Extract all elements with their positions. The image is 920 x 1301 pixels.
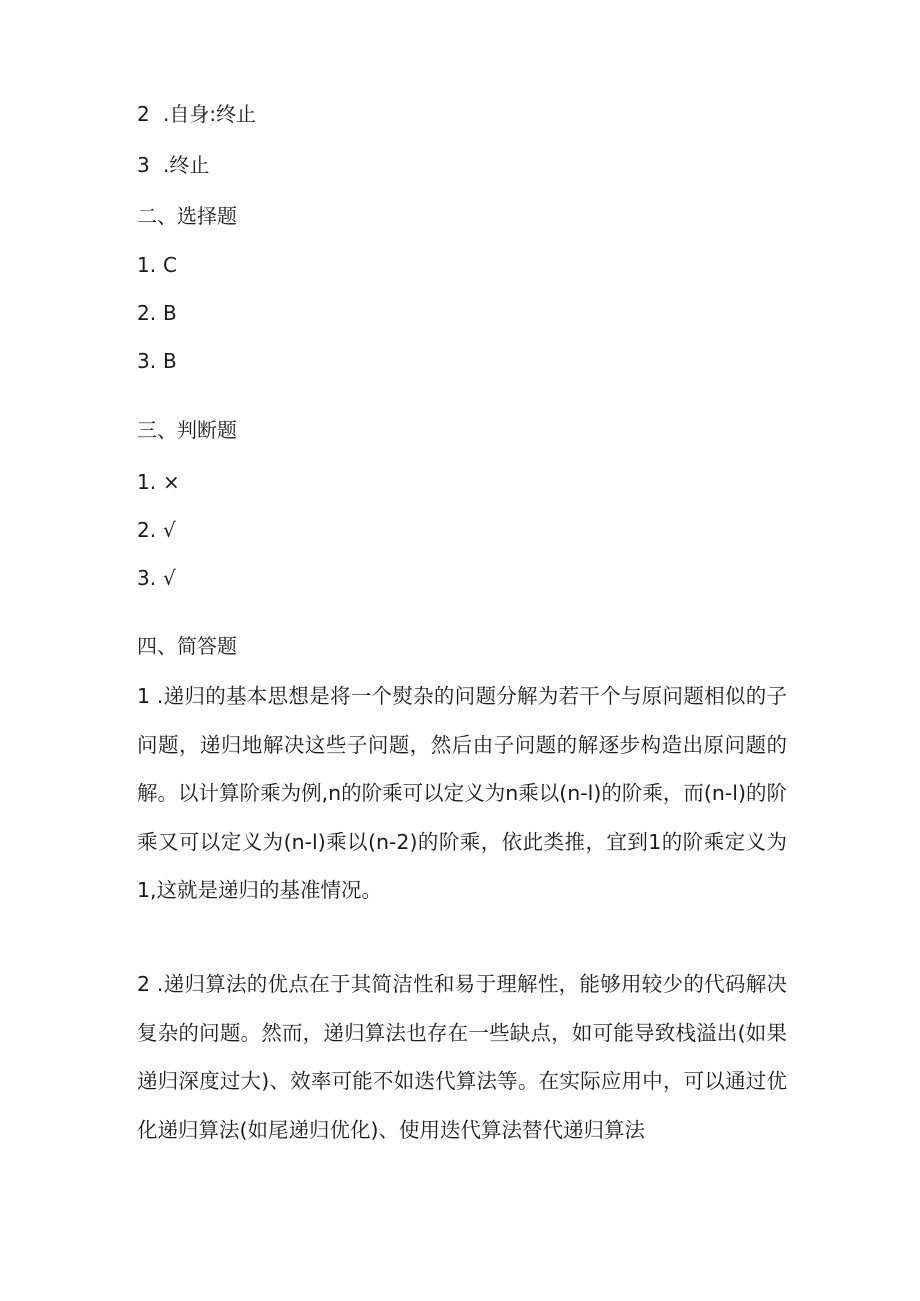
choice-heading: 二、选择题 (137, 204, 237, 228)
item-answer: B (163, 301, 177, 325)
item-number: 3. (137, 349, 157, 373)
item-number: 3 (137, 153, 150, 177)
choice-item-2 (137, 301, 177, 325)
item-number: 3. (137, 566, 157, 590)
item-number: 1. (137, 253, 157, 277)
item-number: 1. (137, 470, 157, 494)
judge-item-1 (137, 470, 180, 494)
item-answer: B (163, 349, 177, 373)
judge-item-3 (137, 566, 176, 590)
fill-blank-item-2 (137, 102, 256, 126)
choice-item-3 (137, 349, 177, 373)
item-number: 2. (137, 518, 157, 542)
choice-item-1 (137, 253, 177, 277)
short-answer-1: 1 .递归的基本思想是将一个熨杂的问题分解为若干个与原问题相似的子问题，递归地解决这些子问题，然后由子问题的解逐步构造出原问题的解。以计算阶乘为例,n的阶乘可以定义为n乘以(n-l)的阶乘，而(n-l)的阶乘又可以定义为(n-l)乘以(n-2)的阶乘，依此类推，宜到1的阶乘定义为1,这就是递归的基准情况。 (137, 684, 787, 902)
judge-item-2 (137, 518, 176, 542)
item-answer: C (163, 253, 177, 277)
judge-heading: 三、判断题 (137, 418, 237, 442)
item-answer: √ (163, 518, 176, 542)
item-number: 2 (137, 102, 150, 126)
short-answer-heading: 四、简答题 (137, 634, 237, 658)
item-answer: × (163, 470, 180, 494)
item-answer: √ (163, 566, 176, 590)
short-answer-2: 2 .递归算法的优点在于其简洁性和易于理解性，能够用较少的代码解决复杂的问题。然而，递归算法也存在一些缺点，如可能导致栈溢出(如果递归深度过大)、效率可能不如迭代算法等。在实际应用中，可以通过优化递归算法(如尾递归优化)、使用迭代算法替代递归算法 (137, 972, 787, 1142)
item-text: .自身:终止 (163, 102, 257, 126)
item-number: 2. (137, 301, 157, 325)
item-text: .终止 (163, 153, 210, 177)
fill-blank-item-3 (137, 153, 209, 177)
